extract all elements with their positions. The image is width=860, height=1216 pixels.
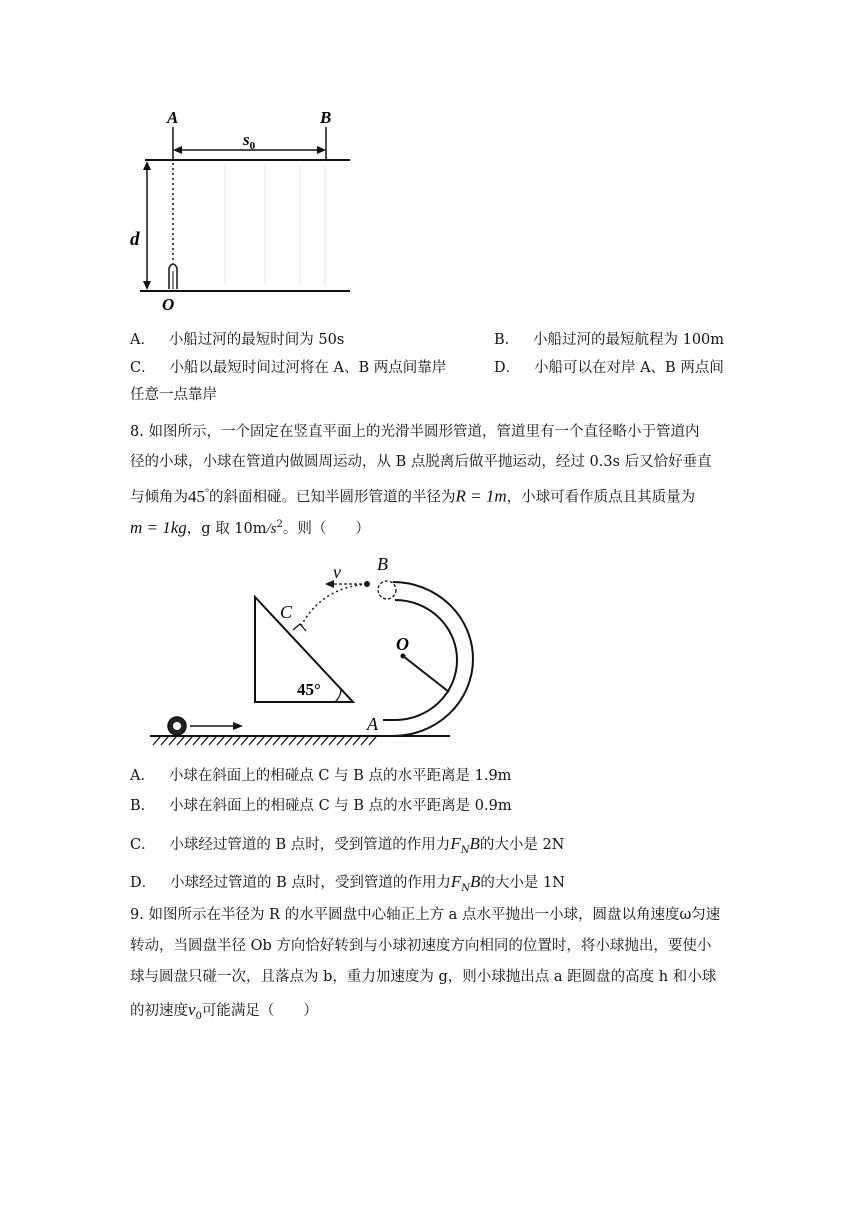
q8-line-2: 径的小球，小球在管道内做圆周运动，从 B 点脱离后做平抛运动，经过 0.3s 后又恰好垂直 [130, 454, 712, 470]
q9-line-2: 转动，当圆盘半径 Ob 方向恰好转到与小球初速度方向相同的位置时，将小球抛出，要使小 [130, 938, 712, 954]
label-B: B [320, 108, 332, 127]
q7-option-d-cont: 任意一点靠岸 [130, 387, 217, 403]
q9-line-1: 9. 如图所示在半径为 R 的水平圆盘中心轴正上方 a 点水平抛出一小球，圆盘以角速度ω匀速 [130, 907, 721, 923]
q8-option-d: D． 小球经过管道的 B 点时，受到管道的作用力$F_NB$的大小是 1N [130, 872, 565, 894]
river-crossing-figure [125, 105, 365, 315]
q9-line-3: 球与圆盘只碰一次，且落点为 b，重力加速度为 g，则小球抛出点 a 距圆盘的高度 h 和小球 [130, 969, 717, 985]
radius-line [403, 656, 449, 692]
ball-at-B [364, 581, 370, 587]
q8-option-b: B． 小球在斜面上的相碰点 C 与 B 点的水平距离是 0.9m [130, 798, 512, 814]
label-s0-sub: 0 [249, 140, 256, 152]
trajectory-path [300, 584, 367, 628]
q7-option-c: C． 小船以最短时间过河将在 A、B 两点间靠岸 [130, 360, 447, 376]
label-O2: O [396, 634, 409, 654]
q8-option-c: C． 小球经过管道的 B 点时，受到管道的作用力$F_NB$的大小是 2N [130, 834, 565, 856]
q8-line-1: 8. 如图所示，一个固定在竖直平面上的光滑半圆形管道，管道里有一个直径略小于管道内 [130, 424, 700, 440]
q8-line-4: m = 1kg，g 取 $10m/s^2$。则（ ） [130, 517, 370, 537]
label-B2: B [377, 554, 388, 574]
label-d: d [130, 229, 140, 250]
label-s0: s [243, 130, 250, 149]
q8-line-3: 与倾角为45°的斜面相碰。已知半圆形管道的半径为R = 1m，小球可看作质点且其质量为 [130, 486, 696, 506]
q7-option-d: D． 小船可以在对岸 A、B 两点间 [494, 360, 724, 376]
tube-outer [393, 582, 473, 736]
q7-option-b: B． 小船过河的最短航程为 100m [494, 332, 725, 348]
label-angle: 45° [297, 680, 321, 699]
label-A2: A [367, 714, 378, 734]
svg-text:s0 [242, 130, 256, 152]
q8-option-a: A． 小球在斜面上的相碰点 C 与 B 点的水平距离是 1.9m [130, 768, 512, 784]
label-v: v [333, 562, 341, 582]
tube-slope-figure [145, 550, 490, 750]
tube-inner [395, 600, 457, 720]
label-C: C [280, 602, 293, 622]
q9-line-4: 的初速度$v_0$可能满足（ ） [130, 1000, 318, 1022]
label-A: A [167, 108, 179, 127]
label-O: O [162, 295, 175, 314]
q7-option-a: A． 小船过河的最短时间为 50s [130, 332, 345, 348]
